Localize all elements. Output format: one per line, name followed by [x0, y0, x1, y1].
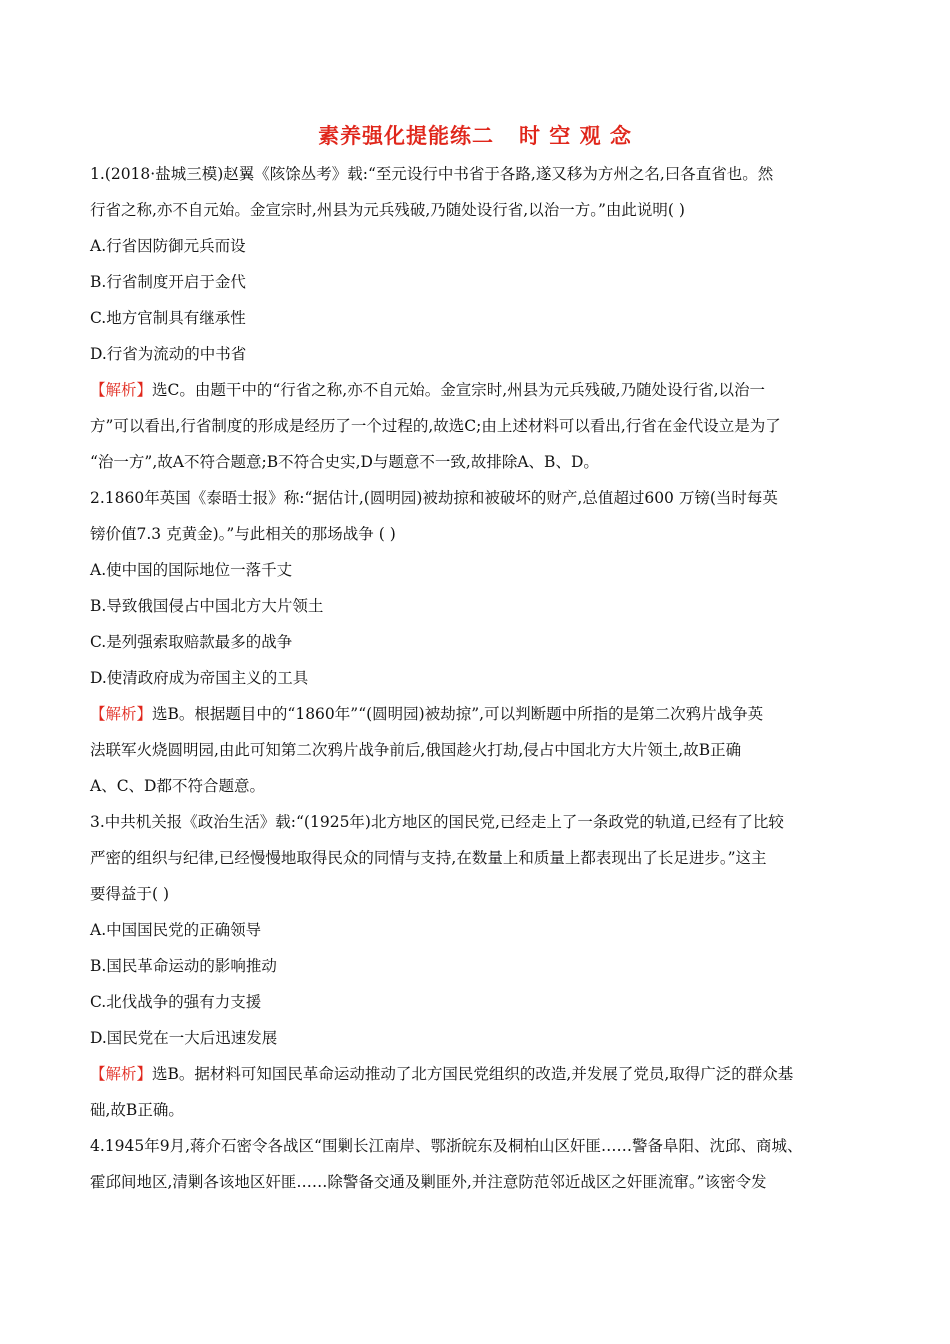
question-4-stem-line-2: 霍邱间地区,清剿各该地区奸匪……除警备交通及剿匪外,并注意防范邻近战区之奸匪流窜。”该密令发	[90, 1173, 767, 1191]
analysis-tag: 【解析】	[90, 705, 153, 723]
question-2-analysis-line-3: A、C、D都不符合题意。	[90, 777, 265, 795]
question-2-analysis-line-1	[90, 696, 870, 732]
question-2-analysis-line-2: 法联军火烧圆明园,由此可知第二次鸦片战争前后,俄国趁火打劫,侵占中国北方大片领土,故B正确	[90, 741, 742, 759]
page-title: 素养强化提能练二 时 空 观 念	[318, 124, 632, 148]
analysis-tag: 【解析】	[90, 381, 153, 399]
question-4-stem-line-1: 4.1945年9月,蒋介石密令各战区“围剿长江南岸、鄂浙皖东及桐柏山区奸匪……警备阜阳、沈邱、商城、	[90, 1137, 803, 1155]
question-1-stem-line-1: 1.(2018·盐城三模)赵翼《陔馀丛考》载:“至元设行中书省于各路,遂又移为方州之名,曰各直省也。然	[90, 165, 774, 183]
question-1-analysis-line-2: 方”可以看出,行省制度的形成是经历了一个过程的,故选C;由上述材料可以看出,行省在金代设立是为了	[90, 417, 781, 435]
question-3-option-d: D.国民党在一大后迅速发展	[90, 1029, 278, 1047]
question-3-stem-line-3: 要得益于( )	[90, 885, 170, 903]
question-1-option-d: D.行省为流动的中书省	[90, 345, 247, 363]
question-3-analysis-line-1	[90, 1056, 870, 1092]
analysis-text: 选C。由题干中的“行省之称,亦不自元始。金宣宗时,州县为元兵残破,乃随处设行省,以治一	[152, 381, 766, 399]
question-2-option-c: C.是列强索取赔款最多的战争	[90, 633, 293, 651]
question-2-stem-line-1: 2.1860年英国《泰晤士报》称:“据估计,(圆明园)被劫掠和被破坏的财产,总值超过600 万镑(当时每英	[90, 489, 778, 507]
question-1-stem-line-2: 行省之称,亦不自元始。金宣宗时,州县为元兵残破,乃随处设行省,以治一方。”由此说明( )	[90, 201, 685, 219]
question-1-option-b: B.行省制度开启于金代	[90, 273, 246, 291]
analysis-tag: 【解析】	[90, 1065, 153, 1083]
question-1-analysis-line-1	[90, 372, 870, 408]
question-1-analysis-line-3: “治一方”,故A不符合题意;B不符合史实,D与题意不一致,故排除A、B、D。	[90, 453, 599, 471]
question-3-option-c: C.北伐战争的强有力支援	[90, 993, 262, 1011]
question-2-option-d: D.使清政府成为帝国主义的工具	[90, 669, 309, 687]
question-1-option-c: C.地方官制具有继承性	[90, 309, 246, 327]
question-3-option-b: B.国民革命运动的影响推动	[90, 957, 277, 975]
question-3-option-a: A.中国国民党的正确领导	[90, 921, 262, 939]
question-1-option-a: A.行省因防御元兵而设	[90, 237, 246, 255]
question-3-stem-line-2: 严密的组织与纪律,已经慢慢地取得民众的同情与支持,在数量上和质量上都表现出了长足进步。”这主	[90, 849, 767, 867]
question-2-option-b: B.导致俄国侵占中国北方大片领土	[90, 597, 324, 615]
analysis-text: 选B。根据题目中的“1860年”“(圆明园)被劫掠”,可以判断题中所指的是第二次鸦片战争英	[152, 705, 764, 723]
question-2-stem-line-2: 镑价值7.3 克黄金)。”与此相关的那场战争 ( )	[90, 525, 396, 543]
question-3-analysis-line-2: 础,故B正确。	[90, 1101, 184, 1119]
analysis-text: 选B。据材料可知国民革命运动推动了北方国民党组织的改造,并发展了党员,取得广泛的群众基	[152, 1065, 794, 1083]
question-2-option-a: A.使中国的国际地位一落千丈	[90, 561, 293, 579]
question-3-stem-line-1: 3.中共机关报《政治生活》载:“(1925年)北方地区的国民党,已经走上了一条政党的轨道,已经有了比较	[90, 813, 784, 831]
question-list	[90, 156, 870, 1200]
